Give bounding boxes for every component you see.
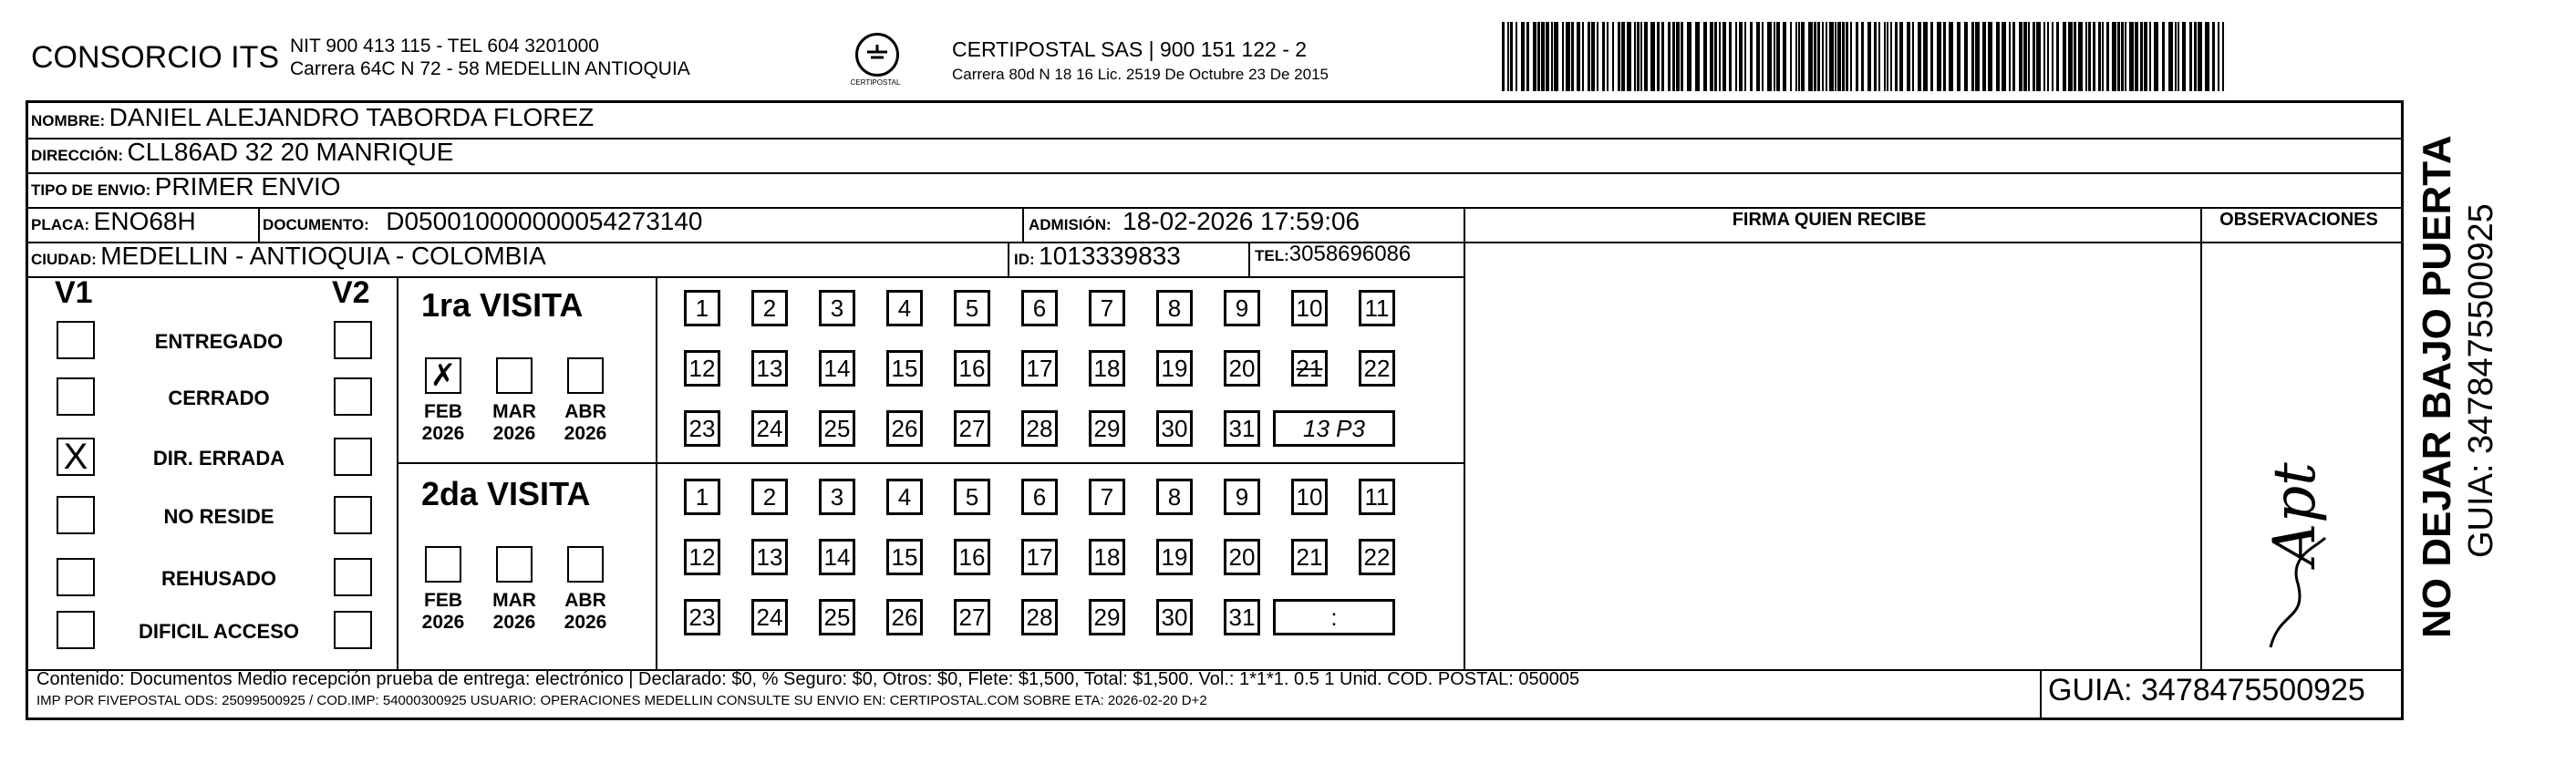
footer-print-info: IMP POR FIVEPOSTAL ODS: 25099500925 / COD.IMP: 54000300925 USUARIO: OPERACIONES MEDELLIN CONSULTE SU ENVIO EN: CERTIPOSTAL.COM SOBRE ETA: 2026-02-20 D+2: [36, 693, 1207, 708]
day-box[interactable]: 5: [954, 479, 990, 515]
month-label: MAR 2026: [492, 590, 536, 633]
day-box[interactable]: 26: [886, 410, 923, 447]
status-label: DIFICIL ACCESO: [138, 620, 299, 643]
day-box[interactable]: 30: [1156, 599, 1193, 635]
day-box[interactable]: 13: [751, 539, 788, 575]
month-label: ABR 2026: [564, 590, 607, 633]
day-box[interactable]: 29: [1089, 410, 1125, 447]
v2-checkbox-0[interactable]: [334, 321, 372, 359]
courier-info: [952, 36, 1329, 88]
day-box[interactable]: 25: [819, 599, 855, 635]
v2-checkbox-5[interactable]: [334, 611, 372, 649]
v2-checkbox-2[interactable]: [334, 438, 372, 476]
status-label: NO RESIDE: [163, 505, 274, 528]
day-box[interactable]: 11: [1359, 479, 1395, 515]
v1-checkbox-0[interactable]: [57, 321, 95, 359]
observations-header: OBSERVACIONES: [2219, 210, 2378, 230]
day-box[interactable]: 7: [1089, 479, 1125, 515]
name-label: NOMBRE:: [31, 112, 106, 129]
day-box[interactable]: 31: [1224, 410, 1260, 447]
tel-label: TEL:: [1255, 247, 1289, 264]
month-label: FEB 2026: [421, 401, 465, 444]
day-box[interactable]: 16: [954, 350, 990, 387]
v2-checkbox-4[interactable]: [334, 558, 372, 596]
day-box[interactable]: 18: [1089, 350, 1125, 387]
day-box[interactable]: 23: [684, 410, 720, 447]
company-address: Carrera 64C N 72 - 58 MEDELLIN ANTIOQUIA: [290, 58, 690, 79]
tel-value: 3058696086: [1288, 242, 1412, 266]
month-checkbox[interactable]: [425, 546, 461, 583]
day-box[interactable]: 6: [1021, 479, 1058, 515]
day-box[interactable]: 28: [1021, 410, 1058, 447]
day-box[interactable]: 4: [886, 479, 923, 515]
day-box[interactable]: 8: [1156, 290, 1193, 326]
day-box[interactable]: 12: [684, 539, 720, 575]
address-row: [31, 138, 453, 167]
day-box[interactable]: 20: [1224, 350, 1260, 387]
day-box[interactable]: 18: [1089, 539, 1125, 575]
recipient-name-row: [31, 103, 594, 132]
day-box[interactable]: 31: [1224, 599, 1260, 635]
id-row: [1014, 242, 1181, 271]
day-box[interactable]: 29: [1089, 599, 1125, 635]
admission-value: 18-02-2026 17:59:06: [1122, 207, 1360, 235]
day-box[interactable]: 5: [954, 290, 990, 326]
day-box[interactable]: 17: [1021, 539, 1058, 575]
v1-checkbox-4[interactable]: [57, 558, 95, 596]
day-box[interactable]: 21: [1291, 539, 1328, 575]
tel-row: [1255, 242, 1411, 267]
certipostal-logo-icon: [855, 33, 899, 77]
v1-checkbox-2[interactable]: X: [57, 438, 95, 476]
month-label: FEB 2026: [421, 590, 465, 633]
courier-nit: CERTIPOSTAL SAS | 900 151 122 - 2: [952, 37, 1308, 61]
side-warning: NO DEJAR BAJO PUERTA: [2415, 135, 2459, 638]
day-box[interactable]: 27: [954, 410, 990, 447]
day-box[interactable]: 27: [954, 599, 990, 635]
plate-label: PLACA:: [31, 216, 90, 233]
shipment-type-row: [31, 172, 341, 201]
day-box[interactable]: 24: [751, 599, 788, 635]
day-box[interactable]: 10: [1291, 479, 1328, 515]
day-box[interactable]: 9: [1224, 479, 1260, 515]
day-box[interactable]: 30: [1156, 410, 1193, 447]
day-box[interactable]: 17: [1021, 350, 1058, 387]
footer-content: Contenido: Documentos Medio recepción prueba de entrega: electrónico | Declarado: $0, % Seguro: $0, Otros: $0, Flete: $1,500, Total: $1,500. Vol.: 1*1*1. 0.5 1 Unid. COD. POSTAL: 050005: [36, 669, 1580, 689]
v2-checkbox-3[interactable]: [334, 496, 372, 534]
id-value: 1013339833: [1039, 242, 1181, 270]
day-box[interactable]: 15: [886, 539, 923, 575]
day-box[interactable]: 3: [819, 290, 855, 326]
observation-handwriting: Apt: [2261, 462, 2329, 565]
id-label: ID:: [1014, 251, 1035, 268]
v2-label: V2: [332, 275, 370, 310]
day-box[interactable]: 10: [1291, 290, 1328, 326]
v1-checkbox-1[interactable]: [57, 377, 95, 416]
day-box[interactable]: 11: [1359, 290, 1395, 326]
status-label: CERRADO: [168, 387, 270, 409]
day-box[interactable]: 20: [1224, 539, 1260, 575]
time-box[interactable]: :: [1273, 599, 1395, 635]
day-box[interactable]: 8: [1156, 479, 1193, 515]
day-box[interactable]: 14: [819, 539, 855, 575]
day-box[interactable]: 9: [1224, 290, 1260, 326]
day-box[interactable]: 22: [1359, 350, 1395, 387]
city-row: [31, 242, 546, 271]
plate-value: ENO68H: [93, 207, 196, 235]
recipient-address: CLL86AD 32 20 MANRIQUE: [127, 138, 454, 166]
status-label: REHUSADO: [161, 567, 276, 590]
v1-checkbox-3[interactable]: [57, 496, 95, 534]
logo-text: CERTIPOSTAL: [850, 78, 901, 87]
signature-area[interactable]: [1463, 243, 2196, 661]
day-box[interactable]: 13: [751, 350, 788, 387]
day-box[interactable]: 2: [751, 290, 788, 326]
day-box[interactable]: 3: [819, 479, 855, 515]
recipient-name: DANIEL ALEJANDRO TABORDA FLOREZ: [109, 103, 595, 131]
guia-number: GUIA: 3478475500925: [2048, 673, 2365, 707]
month-checkbox[interactable]: ✗: [425, 357, 461, 394]
day-box[interactable]: 19: [1156, 539, 1193, 575]
time-box[interactable]: 13 P3: [1273, 410, 1395, 447]
status-label: ENTREGADO: [154, 330, 284, 353]
side-guia: GUIA: 3478475500925: [2462, 203, 2500, 558]
city-label: CIUDAD:: [31, 251, 97, 268]
company-info: [290, 35, 690, 80]
document-value: D050010000000054273140: [386, 207, 703, 235]
day-box[interactable]: 19: [1156, 350, 1193, 387]
month-checkbox[interactable]: [496, 546, 533, 583]
month-checkbox[interactable]: [496, 357, 533, 394]
handwriting-scribble: [2252, 529, 2334, 656]
v1-checkbox-5[interactable]: [57, 611, 95, 649]
day-box[interactable]: 6: [1021, 290, 1058, 326]
company-name: CONSORCIO ITS: [31, 40, 280, 75]
day-box[interactable]: 15: [886, 350, 923, 387]
day-box[interactable]: 24: [751, 410, 788, 447]
day-box[interactable]: 22: [1359, 539, 1395, 575]
day-box[interactable]: 2: [751, 479, 788, 515]
signature-header: FIRMA QUIEN RECIBE: [1732, 210, 1927, 230]
day-box[interactable]: 25: [819, 410, 855, 447]
visit2-title: 2da VISITA: [421, 475, 591, 512]
day-box[interactable]: 28: [1021, 599, 1058, 635]
v2-checkbox-1[interactable]: [334, 377, 372, 416]
day-box[interactable]: 1: [684, 290, 720, 326]
address-label: DIRECCIÓN:: [31, 147, 124, 164]
day-box[interactable]: 23: [684, 599, 720, 635]
month-label: MAR 2026: [492, 401, 536, 444]
month-label: ABR 2026: [564, 401, 607, 444]
day-box[interactable]: 4: [886, 290, 923, 326]
day-box[interactable]: 14: [819, 350, 855, 387]
company-nit: NIT 900 413 115 - TEL 604 3201000: [290, 36, 599, 57]
plate-row: [31, 207, 196, 236]
document-label: DOCUMENTO:: [263, 216, 369, 233]
courier-address: Carrera 80d N 18 16 Lic. 2519 De Octubre 23 De 2015: [952, 66, 1329, 83]
v1-label: V1: [55, 275, 93, 310]
day-box[interactable]: 26: [886, 599, 923, 635]
month-checkbox[interactable]: [567, 546, 604, 583]
admission-row: [1029, 207, 1360, 236]
status-label: DIR. ERRADA: [152, 447, 285, 470]
admission-label: ADMISIÓN:: [1029, 216, 1112, 233]
shipment-type: PRIMER ENVIO: [154, 172, 341, 201]
month-checkbox[interactable]: [567, 357, 604, 394]
visit1-title: 1ra VISITA: [421, 286, 584, 324]
day-box[interactable]: 7: [1089, 290, 1125, 326]
shipment-type-label: TIPO DE ENVIO:: [31, 181, 151, 199]
barcode: [1502, 22, 2224, 91]
day-box[interactable]: 21: [1291, 350, 1328, 387]
day-box[interactable]: 12: [684, 350, 720, 387]
day-box[interactable]: 16: [954, 539, 990, 575]
day-box[interactable]: 1: [684, 479, 720, 515]
city-value: MEDELLIN - ANTIOQUIA - COLOMBIA: [100, 242, 546, 270]
document-row: [263, 207, 703, 236]
